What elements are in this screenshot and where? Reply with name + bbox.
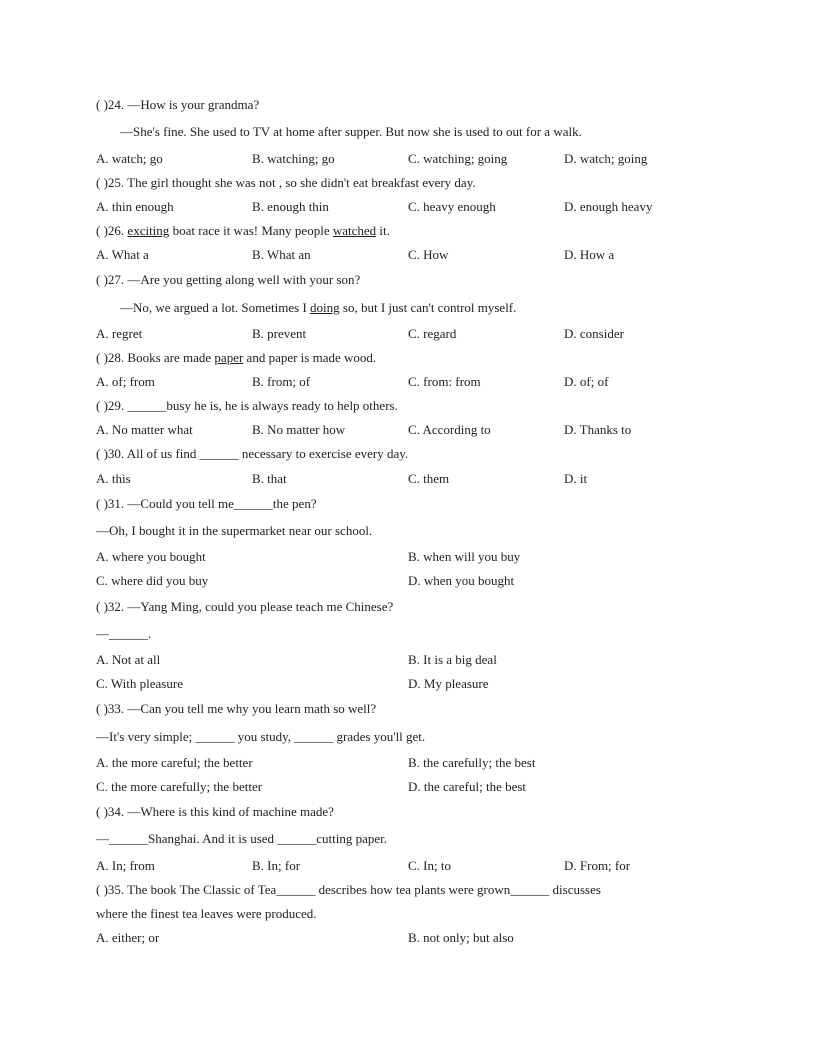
q33-option-d: D. the careful; the best [408, 779, 527, 794]
q24-option-c: C. watching; going [408, 151, 508, 166]
q30-option-d: D. it [564, 471, 588, 486]
question-27-stem: ( )27. —Are you getting along well with your son? [96, 272, 361, 287]
q27-reply-suffix: so, but I just can't control myself. [339, 300, 517, 315]
question-32-reply: —______. [96, 626, 152, 641]
question-30-stem: ( )30. All of us find ______ necessary to exercise every day. [96, 446, 409, 461]
q35-option-b: B. not only; but also [408, 930, 514, 945]
q34-option-a: A. In; from [96, 858, 155, 873]
q28-option-d: D. of; of [564, 374, 609, 389]
q26-option-c: C. How [408, 247, 449, 262]
question-28-stem [96, 350, 376, 366]
q26-option-a: A. What a [96, 247, 149, 262]
question-33-stem: ( )33. —Can you tell me why you learn math so well? [96, 701, 377, 716]
question-31-reply: —Oh, I bought it in the supermarket near our school. [96, 523, 373, 538]
q34-option-c: C. In; to [408, 858, 451, 873]
q25-option-c: C. heavy enough [408, 199, 496, 214]
question-24-stem: ( )24. —How is your grandma? [96, 97, 260, 112]
question-34-reply: —______Shanghai. And it is used ______cutting paper. [96, 831, 388, 846]
question-33-reply: —It's very simple; ______ you study, ______ grades you'll get. [96, 729, 426, 744]
q31-option-c: C. where did you buy [96, 573, 209, 588]
q27-option-b: B. prevent [252, 326, 307, 341]
q27-option-c: C. regard [408, 326, 457, 341]
question-25-stem: ( )25. The girl thought she was not , so she didn't eat breakfast every day. [96, 175, 476, 190]
q27-reply-prefix: —No, we argued a lot. Sometimes I [120, 300, 311, 315]
question-32-stem: ( )32. —Yang Ming, could you please teach me Chinese? [96, 599, 394, 614]
question-35-stem: ( )35. The book The Classic of Tea______ describes how tea plants were grown______ discusses [96, 882, 601, 897]
question-24-reply: —She's fine. She used to TV at home after supper. But now she is used to out for a walk. [120, 124, 582, 139]
q27-underlined-word: doing [310, 300, 340, 315]
q32-option-d: D. My pleasure [408, 676, 489, 691]
q32-option-c: C. With pleasure [96, 676, 183, 691]
question-26-stem [96, 223, 390, 239]
q27-option-a: A. regret [96, 326, 143, 341]
q26-stem-suffix: it. [376, 223, 390, 238]
q28-stem-prefix: ( )28. Books are made [96, 350, 215, 365]
q26-stem-prefix: ( )26. [96, 223, 128, 238]
q26-option-b: B. What an [252, 247, 311, 262]
q24-option-b: B. watching; go [252, 151, 335, 166]
q34-option-d: D. From; for [564, 858, 631, 873]
q26-option-d: D. How a [564, 247, 615, 262]
q35-option-a: A. either; or [96, 930, 160, 945]
q26-underlined-word-2: watched [332, 223, 377, 238]
q25-option-d: D. enough heavy [564, 199, 653, 214]
q30-option-c: C. them [408, 471, 450, 486]
q29-option-b: B. No matter how [252, 422, 346, 437]
q26-stem-middle: boat race it was! Many people [169, 223, 333, 238]
q28-option-c: C. from: from [408, 374, 481, 389]
q30-option-b: B. that [252, 471, 287, 486]
q31-option-b: B. when will you buy [408, 549, 521, 564]
q33-option-a: A. the more careful; the better [96, 755, 253, 770]
q31-option-d: D. when you bought [408, 573, 515, 588]
q24-option-a: A. watch; go [96, 151, 163, 166]
q28-option-a: A. of; from [96, 374, 155, 389]
q26-underlined-word-1: exciting [127, 223, 170, 238]
q29-option-d: D. Thanks to [564, 422, 632, 437]
q31-option-a: A. where you bought [96, 549, 206, 564]
q32-option-b: B. It is a big deal [408, 652, 497, 667]
q25-option-b: B. enough thin [252, 199, 329, 214]
q28-stem-suffix: and paper is made wood. [243, 350, 377, 365]
q34-option-b: B. In; for [252, 858, 301, 873]
q29-option-a: A. No matter what [96, 422, 193, 437]
q27-option-d: D. consider [564, 326, 624, 341]
question-35-stem-continued: where the finest tea leaves were produced. [96, 906, 317, 921]
q24-option-d: D. watch; going [564, 151, 648, 166]
q32-option-a: A. Not at all [96, 652, 161, 667]
q29-option-c: C. According to [408, 422, 491, 437]
q33-option-b: B. the carefully; the best [408, 755, 536, 770]
question-29-stem: ( )29. ______busy he is, he is always ready to help others. [96, 398, 398, 413]
question-34-stem: ( )34. —Where is this kind of machine made? [96, 804, 334, 819]
question-27-reply [120, 300, 516, 316]
q28-option-b: B. from; of [252, 374, 311, 389]
q25-option-a: A. thin enough [96, 199, 174, 214]
q30-option-a: A. this [96, 471, 131, 486]
q33-option-c: C. the more carefully; the better [96, 779, 263, 794]
q28-underlined-word: paper [214, 350, 244, 365]
question-31-stem: ( )31. —Could you tell me______the pen? [96, 496, 317, 511]
